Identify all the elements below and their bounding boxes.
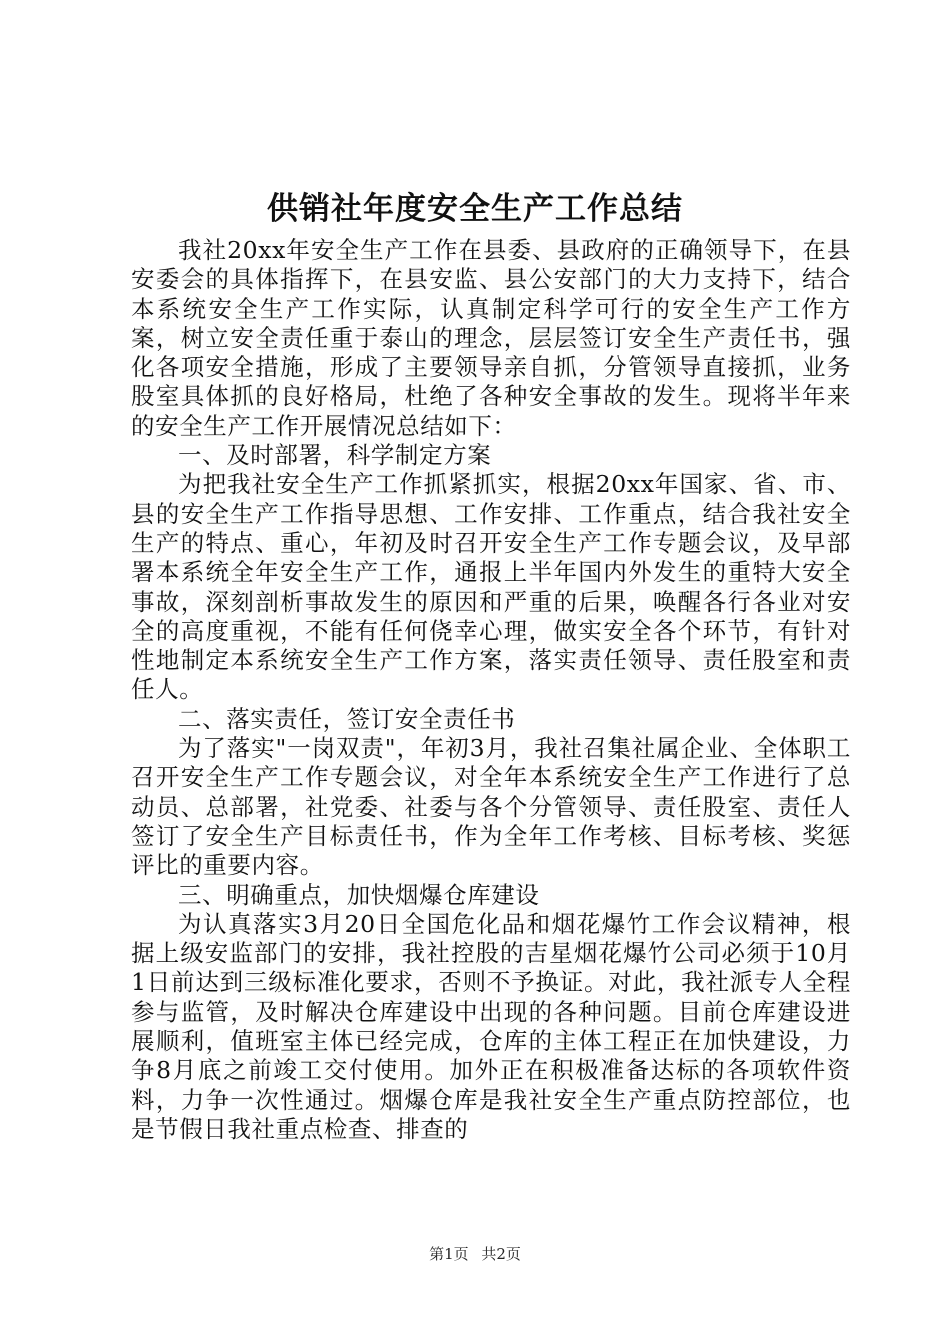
paragraph-section-1: 为把我社安全生产工作抓紧抓实，根据20xx年国家、省、市、县的安全生产工作指导思想、工作安排、工作重点，结合我社安全生产的特点、重心，年初及时召开安全生产工作专题会议，及早部署本系统全年安全生产工作，通报上半年国内外发生的重特大安全事故，深刻剖析事故发生的原因和严重的后果，唤醒各行各业对安全的高度重视，不能有任何侥幸心理，做实安全各个环节，有针对性地制定本系统安全生产工作方案，落实责任领导、责任股室和责任人。 [131, 470, 851, 704]
document-body [131, 236, 851, 1144]
page-title: 供销社年度安全生产工作总结 [267, 191, 683, 227]
section-heading-3: 三、明确重点，加快烟爆仓库建设 [178, 880, 540, 909]
paragraph-section-2: 为了落实"一岗双责"，年初3月，我社召集社属企业、全体职工召开安全生产工作专题会议，对全年本系统安全生产工作进行了总动员、总部署，社党委、社委与各个分管领导、责任股室、责任人签订了安全生产目标责任书，作为全年工作考核、目标考核、奖惩评比的重要内容。 [131, 734, 851, 880]
page-footer [0, 1243, 950, 1264]
paragraph-intro: 我社20xx年安全生产工作在县委、县政府的正确领导下，在县安委会的具体指挥下，在县安监、县公安部门的大力支持下，结合本系统安全生产工作实际，认真制定科学可行的安全生产工作方案，树立安全责任重于泰山的理念，层层签订安全生产责任书，强化各项安全措施，形成了主要领导亲自抓，分管领导直接抓，业务股室具体抓的良好格局，杜绝了各种安全事故的发生。现将半年来的安全生产工作开展情况总结如下： [131, 236, 851, 440]
page-number: 第1页 [429, 1245, 469, 1263]
section-heading-1: 一、及时部署，科学制定方案 [178, 441, 492, 470]
page-total: 共2页 [481, 1245, 521, 1263]
paragraph-section-3: 为认真落实3月20日全国危化品和烟花爆竹工作会议精神，根据上级安监部门的安排，我社控股的吉星烟花爆竹公司必须于10月1日前达到三级标准化要求，否则不予换证。对此，我社派专人全程参与监管，及时解决仓库建设中出现的各种问题。目前仓库建设进展顺利，值班室主体已经完成，仓库的主体工程正在加快建设，力争8月底之前竣工交付使用。加外正在积极准备达标的各项软件资料，力争一次性通过。烟爆仓库是我社安全生产重点防控部位，也是节假日我社重点检查、排查的 [131, 909, 851, 1143]
section-heading-2: 二、落实责任，签订安全责任书 [178, 704, 516, 733]
